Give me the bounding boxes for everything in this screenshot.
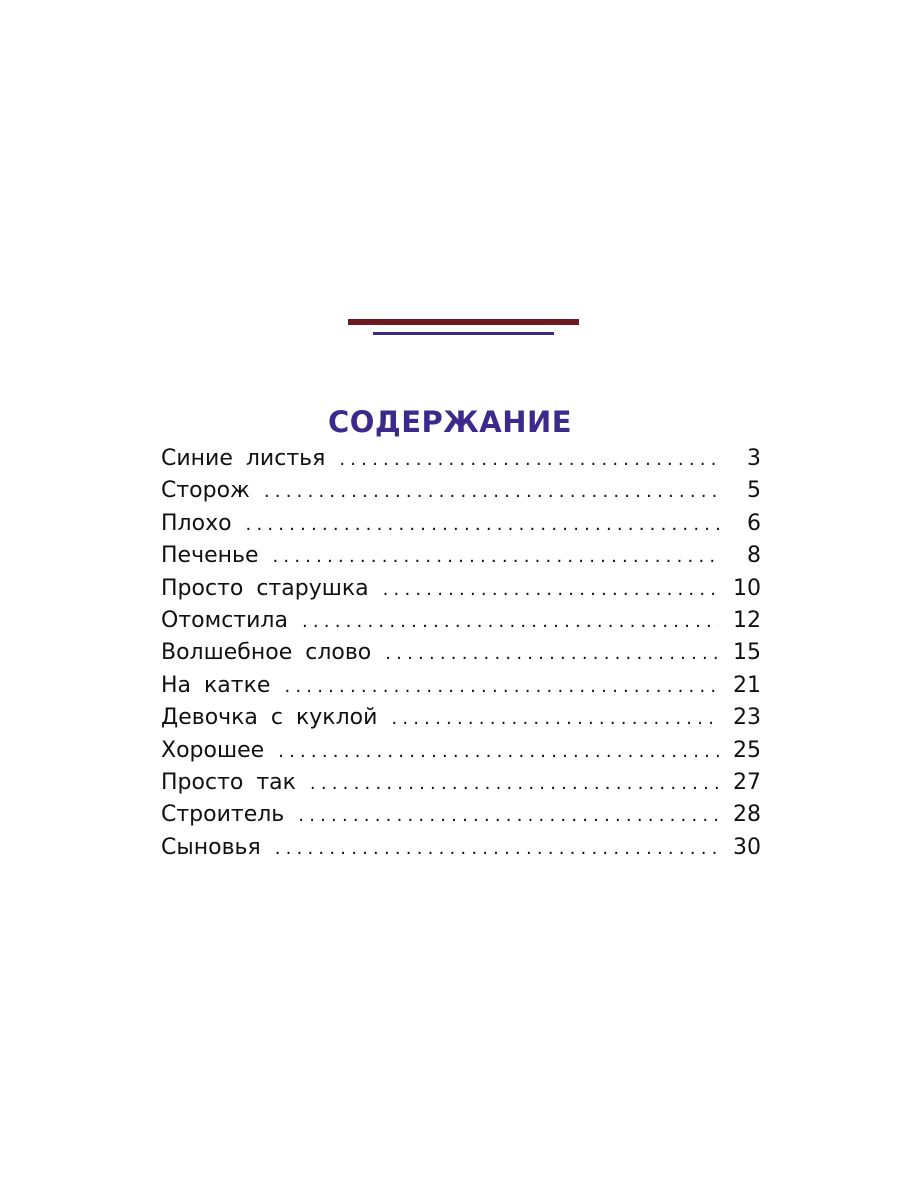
- toc-entry-title: Девочка с куклой: [161, 705, 378, 731]
- toc-entry[interactable]: [161, 573, 761, 605]
- toc-leader-dots: [310, 768, 719, 800]
- toc-entry[interactable]: [161, 443, 761, 475]
- toc-heading: СОДЕРЖАНИЕ: [327, 405, 573, 440]
- toc-entry-page: 12: [733, 607, 761, 633]
- toc-entry-page: 3: [747, 446, 761, 471]
- toc-entry-title: Просто старушка: [161, 575, 369, 601]
- toc-entry[interactable]: [161, 767, 761, 799]
- toc-entry[interactable]: [161, 735, 761, 767]
- toc-entry-page: 10: [733, 575, 761, 601]
- toc-entry[interactable]: [161, 605, 761, 637]
- toc-entry[interactable]: [161, 832, 761, 864]
- toc-leader-dots: [284, 671, 719, 703]
- decorative-rule-top: [348, 319, 579, 325]
- toc-entry-page: 21: [733, 672, 761, 698]
- toc-entry-page: 25: [733, 737, 761, 763]
- toc-entry[interactable]: [161, 475, 761, 507]
- toc-entry[interactable]: [161, 540, 761, 572]
- toc-entry-page: 27: [733, 769, 761, 795]
- decorative-rule-bottom: [373, 332, 554, 335]
- toc-entry-page: 8: [747, 543, 761, 569]
- toc-entry-title: На катке: [161, 672, 271, 698]
- toc-leader-dots: [383, 574, 719, 606]
- toc-leader-dots: [298, 800, 719, 832]
- toc-entry[interactable]: [161, 508, 761, 540]
- toc-entry-page: 30: [733, 834, 761, 860]
- toc-leader-dots: [275, 833, 719, 865]
- toc-entry-title: Плохо: [161, 510, 232, 536]
- toc-entry-page: 6: [747, 510, 761, 536]
- toc-entry-title: Строитель: [161, 802, 285, 828]
- toc-leader-dots: [339, 444, 719, 476]
- toc-entry-title: Просто так: [161, 769, 296, 795]
- toc-entry[interactable]: [161, 637, 761, 669]
- toc-leader-dots: [273, 541, 720, 573]
- table-of-contents: [161, 443, 761, 864]
- toc-entry-page: 5: [747, 478, 761, 504]
- toc-entry-page: 28: [733, 802, 761, 828]
- toc-entry-title: Сторож: [161, 478, 250, 504]
- toc-entry[interactable]: [161, 670, 761, 702]
- toc-entry-title: Хорошее: [161, 737, 265, 763]
- toc-entry[interactable]: [161, 799, 761, 831]
- toc-entry-page: 15: [733, 640, 761, 666]
- toc-leader-dots: [391, 703, 719, 735]
- toc-entry-title: Волшебное слово: [161, 640, 372, 666]
- toc-leader-dots: [264, 476, 719, 508]
- toc-entry-title: Синие листья: [161, 446, 326, 471]
- toc-leader-dots: [246, 509, 719, 541]
- toc-leader-dots: [302, 606, 719, 638]
- toc-entry-page: 23: [733, 705, 761, 731]
- toc-leader-dots: [278, 736, 719, 768]
- toc-entry-title: Отомстила: [161, 607, 288, 633]
- toc-entry-title: Сыновья: [161, 834, 261, 860]
- toc-entry-title: Печенье: [161, 543, 259, 569]
- toc-entry[interactable]: [161, 702, 761, 734]
- toc-leader-dots: [385, 638, 719, 670]
